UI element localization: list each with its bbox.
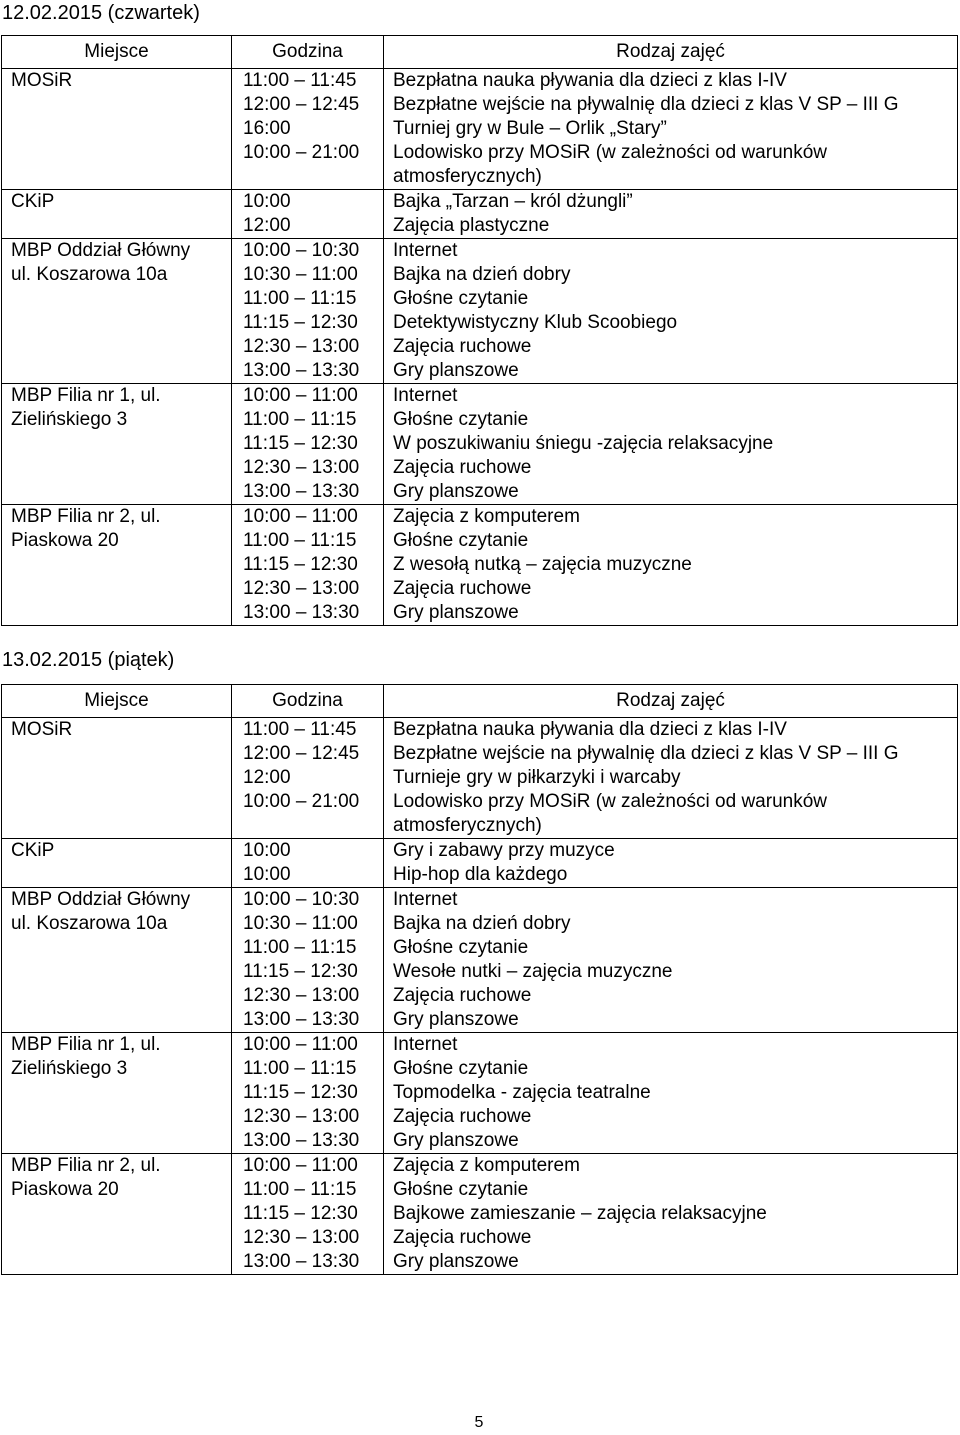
time-line: 10:00 – 10:30 (243, 240, 360, 261)
venue-cell (2, 888, 232, 1033)
time-line: 11:00 – 11:15 (243, 1058, 357, 1079)
venue-row (2, 718, 958, 839)
time-line: 13:00 – 13:30 (243, 360, 360, 381)
time-line: 12:30 – 13:00 (243, 578, 360, 599)
venue-line: MBP Filia nr 1, ul. (11, 1034, 161, 1055)
column-header-time: Godzina (232, 685, 384, 718)
activity-line: atmosferycznych) (393, 166, 542, 187)
activity-line: Internet (393, 889, 458, 910)
activity-line: Głośne czytanie (393, 937, 529, 958)
time-line (243, 814, 383, 838)
activity-line: Gry planszowe (393, 1009, 519, 1030)
venue-line: MBP Filia nr 2, ul. (11, 506, 161, 527)
header-row (2, 36, 958, 69)
activity-line: Bezpłatna nauka pływania dla dzieci z klas I-IV (393, 719, 787, 740)
venue-cell (2, 190, 232, 239)
activity-line: Głośne czytanie (393, 530, 529, 551)
schedule-body (2, 718, 958, 1275)
time-line: 13:00 – 13:30 (243, 602, 360, 623)
time-line: 10:00 – 21:00 (243, 142, 360, 163)
time-line: 11:15 – 12:30 (243, 1082, 358, 1103)
time-line: 12:30 – 13:00 (243, 985, 360, 1006)
activity-line: Lodowisko przy MOSiR (w zależności od warunków (393, 791, 827, 812)
time-cell (232, 69, 384, 190)
activity-cell (384, 505, 958, 626)
schedule-table-friday (1, 684, 958, 1275)
time-line: 10:00 (243, 191, 291, 212)
time-line: 11:15 – 12:30 (243, 554, 358, 575)
activity-line: Zajęcia ruchowe (393, 985, 532, 1006)
activity-cell (384, 69, 958, 190)
activity-line: Bajka na dzień dobry (393, 913, 571, 934)
venue-cell (2, 1033, 232, 1154)
time-cell (232, 505, 384, 626)
activity-line: Głośne czytanie (393, 409, 529, 430)
time-line: 10:00 – 11:00 (243, 1034, 358, 1055)
time-line: 11:00 – 11:45 (243, 719, 357, 740)
time-line: 13:00 – 13:30 (243, 1251, 360, 1272)
venue-line: MOSiR (11, 719, 73, 740)
column-header-time: Godzina (232, 36, 384, 69)
activity-line: Turnieje gry w piłkarzyki i warcaby (393, 767, 681, 788)
header-row (2, 685, 958, 718)
day-heading-friday: 13.02.2015 (piątek) (2, 649, 175, 671)
activity-cell (384, 239, 958, 384)
time-cell (232, 190, 384, 239)
activity-line: Gry planszowe (393, 602, 519, 623)
venue-row (2, 190, 958, 239)
venue-row (2, 505, 958, 626)
venue-line: MBP Oddział Główny (11, 889, 191, 910)
venue-row (2, 1154, 958, 1275)
activity-line: Hip-hop dla każdego (393, 864, 568, 885)
time-cell (232, 1154, 384, 1275)
time-line: 12:00 – 12:45 (243, 94, 360, 115)
column-header-place: Miejsce (2, 36, 232, 69)
venue-line: ul. Koszarowa 10a (11, 264, 168, 285)
time-line: 11:00 – 11:45 (243, 70, 357, 91)
activity-line: Gry planszowe (393, 1251, 519, 1272)
venue-line: CKiP (11, 840, 55, 861)
activity-line: Bezpłatna nauka pływania dla dzieci z klas I-IV (393, 70, 787, 91)
time-line: 12:30 – 13:00 (243, 1106, 360, 1127)
time-line: 12:30 – 13:00 (243, 336, 360, 357)
activity-line: Zajęcia ruchowe (393, 578, 532, 599)
time-line: 13:00 – 13:30 (243, 1130, 360, 1151)
activity-cell (384, 718, 958, 839)
venue-line: Piaskowa 20 (11, 530, 119, 551)
time-line (243, 165, 383, 189)
time-line: 12:30 – 13:00 (243, 457, 360, 478)
venue-line: CKiP (11, 191, 55, 212)
venue-cell (2, 239, 232, 384)
time-cell (232, 839, 384, 888)
time-cell (232, 384, 384, 505)
activity-line: Internet (393, 1034, 458, 1055)
activity-line: Głośne czytanie (393, 1058, 529, 1079)
venue-line: MBP Filia nr 2, ul. (11, 1155, 161, 1176)
activity-cell (384, 384, 958, 505)
venue-row (2, 384, 958, 505)
time-line: 11:00 – 11:15 (243, 288, 357, 309)
venue-line: MOSiR (11, 70, 73, 91)
activity-line: Bajka „Tarzan – król dżungli” (393, 191, 633, 212)
activity-cell (384, 1033, 958, 1154)
time-line: 10:30 – 11:00 (243, 913, 358, 934)
time-line: 13:00 – 13:30 (243, 481, 360, 502)
activity-line: Topmodelka - zajęcia teatralne (393, 1082, 651, 1103)
time-line: 11:00 – 11:15 (243, 1179, 357, 1200)
venue-line: MBP Oddział Główny (11, 240, 191, 261)
activity-line: Gry planszowe (393, 481, 519, 502)
time-line: 11:15 – 12:30 (243, 961, 358, 982)
time-line: 10:00 – 10:30 (243, 889, 360, 910)
time-line: 11:00 – 11:15 (243, 409, 357, 430)
time-line: 10:00 – 21:00 (243, 791, 360, 812)
column-header-place: Miejsce (2, 685, 232, 718)
activity-line: Zajęcia ruchowe (393, 457, 532, 478)
time-line: 10:30 – 11:00 (243, 264, 358, 285)
activity-line: Bezpłatne wejście na pływalnię dla dzieci z klas V SP – III G (393, 743, 899, 764)
venue-cell (2, 839, 232, 888)
time-line: 16:00 (243, 118, 291, 139)
venue-cell (2, 384, 232, 505)
time-line: 10:00 – 11:00 (243, 1155, 358, 1176)
venue-line: MBP Filia nr 1, ul. (11, 385, 161, 406)
time-line: 11:00 – 11:15 (243, 937, 357, 958)
time-line: 10:00 – 11:00 (243, 506, 358, 527)
activity-line: Głośne czytanie (393, 288, 529, 309)
activity-line: Zajęcia plastyczne (393, 215, 550, 236)
time-cell (232, 239, 384, 384)
time-line: 12:30 – 13:00 (243, 1227, 360, 1248)
time-line: 12:00 – 12:45 (243, 743, 360, 764)
activity-cell (384, 839, 958, 888)
schedule-body (2, 69, 958, 626)
activity-line: Bajkowe zamieszanie – zajęcia relaksacyjne (393, 1203, 767, 1224)
activity-line: Lodowisko przy MOSiR (w zależności od warunków (393, 142, 827, 163)
schedule-table-thursday (1, 35, 958, 626)
venue-cell (2, 718, 232, 839)
column-header-activity: Rodzaj zajęć (384, 36, 958, 69)
activity-line: Gry planszowe (393, 360, 519, 381)
day-heading-thursday: 12.02.2015 (czwartek) (2, 2, 200, 24)
venue-line: ul. Koszarowa 10a (11, 913, 168, 934)
time-line: 10:00 (243, 864, 291, 885)
activity-line: Gry i zabawy przy muzyce (393, 840, 615, 861)
time-line: 11:00 – 11:15 (243, 530, 357, 551)
activity-line: Internet (393, 385, 458, 406)
time-cell (232, 888, 384, 1033)
venue-cell (2, 1154, 232, 1275)
activity-line: Zajęcia z komputerem (393, 1155, 580, 1176)
activity-line: Bajka na dzień dobry (393, 264, 571, 285)
time-line: 12:00 (243, 215, 291, 236)
venue-row (2, 239, 958, 384)
time-line: 11:15 – 12:30 (243, 433, 358, 454)
venue-line: Zielińskiego 3 (11, 1058, 128, 1079)
time-line: 12:00 (243, 767, 291, 788)
activity-line: Zajęcia ruchowe (393, 1106, 532, 1127)
activity-line: Zajęcia z komputerem (393, 506, 580, 527)
venue-cell (2, 505, 232, 626)
time-cell (232, 1033, 384, 1154)
column-header-activity: Rodzaj zajęć (384, 685, 958, 718)
venue-cell (2, 69, 232, 190)
activity-line: Z wesołą nutką – zajęcia muzyczne (393, 554, 692, 575)
activity-line: Detektywistyczny Klub Scoobiego (393, 312, 678, 333)
venue-line: Piaskowa 20 (11, 1179, 119, 1200)
venue-row (2, 888, 958, 1033)
page-number: 5 (474, 1414, 484, 1431)
activity-line: atmosferycznych) (393, 815, 542, 836)
activity-line: Internet (393, 240, 458, 261)
activity-cell (384, 1154, 958, 1275)
venue-row (2, 839, 958, 888)
activity-line: Bezpłatne wejście na pływalnię dla dzieci z klas V SP – III G (393, 94, 899, 115)
time-line: 13:00 – 13:30 (243, 1009, 360, 1030)
time-line: 10:00 – 11:00 (243, 385, 358, 406)
activity-line: Gry planszowe (393, 1130, 519, 1151)
activity-cell (384, 190, 958, 239)
activity-line: Zajęcia ruchowe (393, 1227, 532, 1248)
activity-line: Turniej gry w Bule – Orlik „Stary” (393, 118, 667, 139)
venue-row (2, 1033, 958, 1154)
time-line: 11:15 – 12:30 (243, 312, 358, 333)
time-line: 11:15 – 12:30 (243, 1203, 358, 1224)
time-line: 10:00 (243, 840, 291, 861)
activity-line: Wesołe nutki – zajęcia muzyczne (393, 961, 673, 982)
venue-line: Zielińskiego 3 (11, 409, 128, 430)
time-cell (232, 718, 384, 839)
venue-row (2, 69, 958, 190)
activity-line: Zajęcia ruchowe (393, 336, 532, 357)
activity-line: W poszukiwaniu śniegu -zajęcia relaksacyjne (393, 433, 774, 454)
activity-cell (384, 888, 958, 1033)
activity-line: Głośne czytanie (393, 1179, 529, 1200)
